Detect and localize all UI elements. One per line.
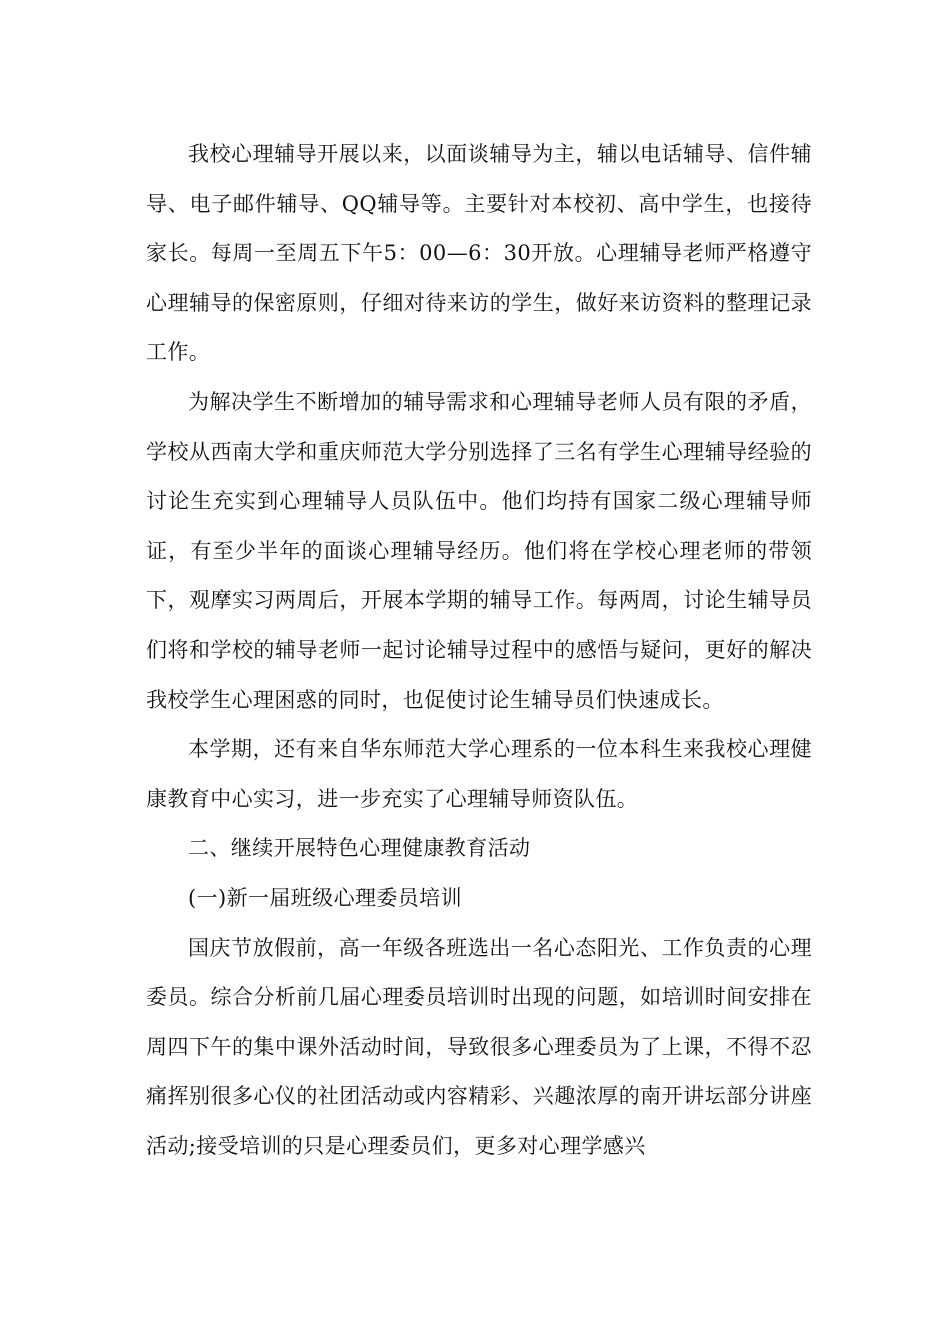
paragraph-counseling-overview: 我校心理辅导开展以来，以面谈辅导为主，辅以电话辅导、信件辅导、电子邮件辅导、QQ辅导等。主要针对本校初、高中学生，也接待家长。每周一至周五下午5：00—6：30开放。心理辅导老师严格遵守心理辅导的保密原则，仔细对待来访的学生，做好来访资料的整理记录工作。	[146, 142, 812, 365]
subsection-heading: (一)新一届班级心理委员培训	[188, 885, 462, 910]
paragraph-undergraduate-intern: 本学期，还有来自华东师范大学心理系的一位本科生来我校心理健康教育中心实习，进一步充实了心理辅导师资队伍。	[146, 737, 812, 811]
paragraph-committee-training: 国庆节放假前，高一年级各班选出一名心态阳光、工作负责的心理委员。综合分析前几届心理委员培训时出现的问题，如培训时间安排在周四下午的集中课外活动时间，导致很多心理委员为了上课，不得不忍痛挥别很多心仪的社团活动或内容精彩、兴趣浓厚的南开讲坛部分讲座活动;接受培训的只是心理委员们，更多对心理学感兴	[146, 935, 812, 1158]
paragraph-graduate-counselors: 为解决学生不断增加的辅导需求和心理辅导老师人员有限的矛盾，学校从西南大学和重庆师范大学分别选择了三名有学生心理辅导经验的讨论生充实到心理辅导人员队伍中。他们均持有国家二级心理辅导师证，有至少半年的面谈心理辅导经历。他们将在学校心理老师的带领下，观摩实习两周后，开展本学期的辅导工作。每两周，讨论生辅导员们将和学校的辅导老师一起讨论辅导过程中的感悟与疑问，更好的解决我校学生心理困惑的同时，也促使讨论生辅导员们快速成长。	[146, 389, 812, 712]
document-body	[146, 130, 812, 1171]
section-heading: 二、继续开展特色心理健康教育活动	[188, 836, 531, 861]
